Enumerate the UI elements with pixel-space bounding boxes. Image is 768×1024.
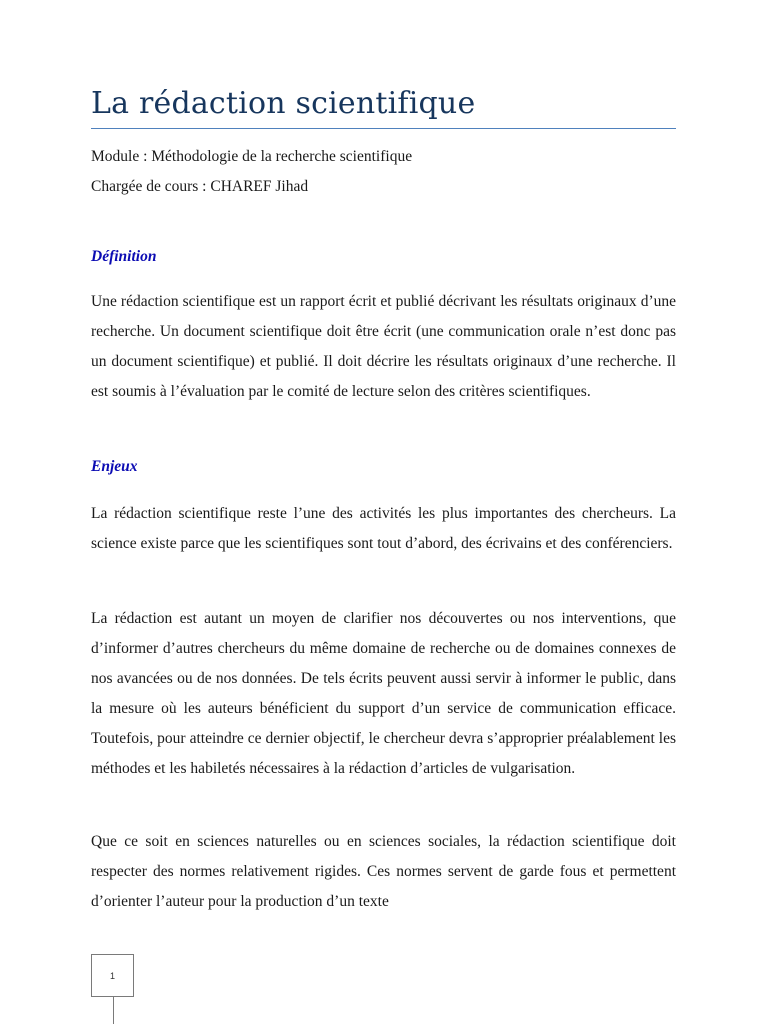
page-number: 1 bbox=[109, 970, 115, 981]
document-title: La rédaction scientifique bbox=[91, 86, 476, 121]
enjeux-paragraph-1: La rédaction scientifique reste l’une des activités les plus importantes des chercheurs. La science existe parce que les scientifiques sont tout d’abord, des écrivains et des conférenciers. bbox=[91, 505, 676, 552]
page-number-connector-line bbox=[113, 997, 114, 1024]
page-number-box bbox=[91, 954, 134, 997]
title-underline bbox=[91, 128, 676, 129]
lecturer-line: Chargée de cours : CHAREF Jihad bbox=[91, 178, 309, 195]
section-heading-enjeux: Enjeux bbox=[91, 458, 138, 475]
module-line: Module : Méthodologie de la recherche scientifique bbox=[91, 148, 413, 165]
enjeux-paragraph-2: La rédaction est autant un moyen de clarifier nos découvertes ou nos interventions, que d’informer d’autres chercheurs du même domaine de recherche ou de domaines connexes de nos avancées ou de nos données. De tels écrits peuvent aussi servir à informer le public, dans la mesure où les auteurs bénéficient du support d’un service de communication efficace. Toutefois, pour atteindre ce dernier objectif, le chercheur devra s’approprier préalablement les méthodes et les habiletés nécessaires à la rédaction d’articles de vulgarisation. bbox=[91, 610, 676, 777]
section-heading-definition: Définition bbox=[91, 248, 157, 265]
enjeux-paragraph-3: Que ce soit en sciences naturelles ou en sciences sociales, la rédaction scientifique doit respecter des normes relativement rigides. Ces normes servent de garde fous et permettent d’orienter l’auteur pour la production d’un texte bbox=[91, 833, 676, 910]
definition-paragraph: Une rédaction scientifique est un rapport écrit et publié décrivant les résultats originaux d’une recherche. Un document scientifique doit être écrit (une communication orale n’est donc pas un document scientifique) et publié. Il doit décrire les résultats originaux d’une recherche. Il est soumis à l’évaluation par le comité de lecture selon des critères scientifiques. bbox=[91, 293, 676, 400]
